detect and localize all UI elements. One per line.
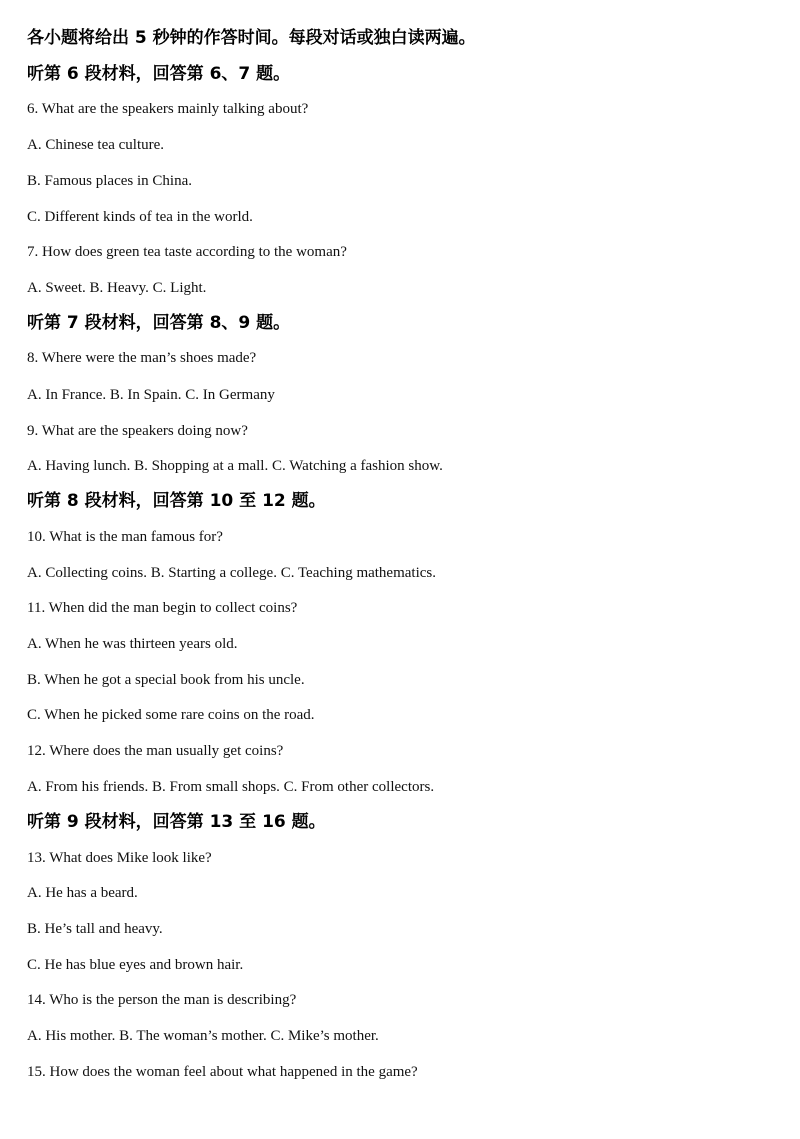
option-11b: B. When he got a special book from his uncle. — [27, 672, 305, 688]
section-heading: 听第 7 段材料，回答第 8、9 题。 — [27, 313, 291, 333]
instruction-heading: 各小题将给出 5 秒钟的作答时间。每段对话或独白读两遍。 — [27, 28, 476, 48]
option-6c: C. Different kinds of tea in the world. — [27, 209, 253, 225]
option-13a: A. He has a beard. — [27, 885, 138, 901]
question-9: 9. What are the speakers doing now? — [27, 423, 248, 439]
options-10: A. Collecting coins. B. Starting a college. C. Teaching mathematics. — [27, 565, 436, 581]
option-6b: B. Famous places in China. — [27, 173, 192, 189]
section-heading: 听第 9 段材料，回答第 13 至 16 题。 — [27, 812, 326, 832]
options-14: A. His mother. B. The woman’s mother. C. Mike’s mother. — [27, 1028, 379, 1044]
question-13: 13. What does Mike look like? — [27, 850, 212, 866]
option-13b: B. He’s tall and heavy. — [27, 921, 163, 937]
options-9: A. Having lunch. B. Shopping at a mall. C. Watching a fashion show. — [27, 458, 443, 474]
option-11c: C. When he picked some rare coins on the road. — [27, 707, 315, 723]
option-11a: A. When he was thirteen years old. — [27, 636, 238, 652]
question-6: 6. What are the speakers mainly talking about? — [27, 101, 309, 117]
options-12: A. From his friends. B. From small shops. C. From other collectors. — [27, 779, 435, 795]
question-8: 8. Where were the man’s shoes made? — [27, 350, 257, 366]
question-14: 14. Who is the person the man is describing? — [27, 992, 297, 1008]
options-8: A. In France. B. In Spain. C. In Germany — [27, 387, 275, 403]
question-11: 11. When did the man begin to collect coins? — [27, 600, 298, 616]
question-7: 7. How does green tea taste according to the woman? — [27, 244, 347, 260]
option-13c: C. He has blue eyes and brown hair. — [27, 957, 244, 973]
question-15: 15. How does the woman feel about what happened in the game? — [27, 1064, 418, 1080]
question-12: 12. Where does the man usually get coins? — [27, 743, 284, 759]
option-6a: A. Chinese tea culture. — [27, 137, 165, 153]
question-10: 10. What is the man famous for? — [27, 529, 223, 545]
section-heading: 听第 8 段材料，回答第 10 至 12 题。 — [27, 491, 326, 511]
options-7: A. Sweet. B. Heavy. C. Light. — [27, 280, 207, 296]
section-heading: 听第 6 段材料，回答第 6、7 题。 — [27, 64, 291, 84]
